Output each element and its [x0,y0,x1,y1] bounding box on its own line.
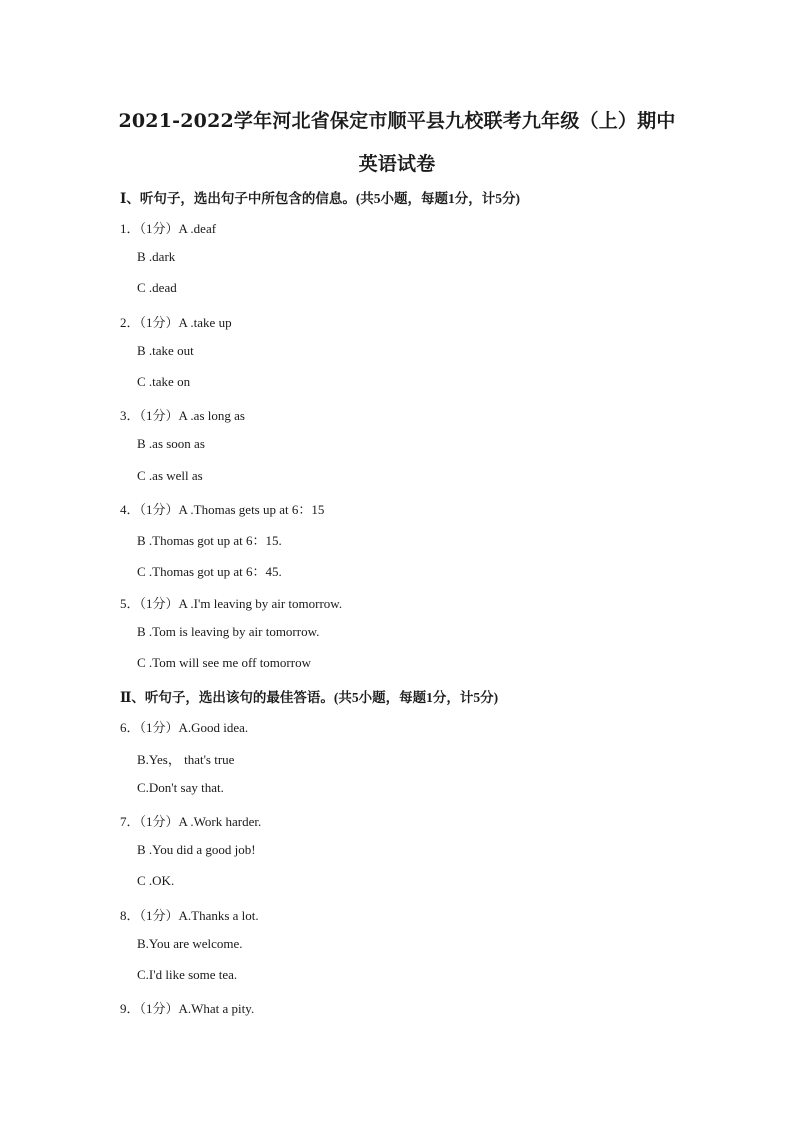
question-6-stem: 6．（1分）A.Good idea. [120,720,249,735]
question-6-option-b: B.Yes， that's true [137,752,235,767]
question-1-option-b: B .dark [137,249,176,264]
question-2-option-c: C .take on [137,374,191,389]
question-3-option-c: C .as well as [137,468,203,483]
question-2-option-b: B .take out [137,343,194,358]
question-7-stem: 7．（1分）A .Work harder. [120,814,262,829]
question-3-option-b: B .as soon as [137,436,205,451]
question-7-option-b: B .You did a good job! [137,842,256,857]
question-5-stem: 5．（1分）A .I'm leaving by air tomorrow. [120,596,343,611]
document-title-line2: 英语试卷 [358,153,436,175]
question-4-stem: 4．（1分）A .Thomas gets up at 6：15 [120,502,325,517]
question-1-option-c: C .dead [137,280,177,295]
question-9-stem: 9．（1分）A.What a pity. [120,1001,255,1016]
question-8-option-b: B.You are welcome. [137,936,243,951]
document-title-line1: 2021-2022学年河北省保定市顺平县九校联考九年级（上）期中 [118,110,676,132]
question-2-stem: 2．（1分）A .take up [120,315,232,330]
question-5-option-b: B .Tom is leaving by air tomorrow. [137,624,320,639]
question-7-option-c: C .OK. [137,873,175,888]
section-heading-2: Ⅱ、听句子，选出该句的最佳答语。(共5小题，每题1分，计5分) [120,690,499,705]
question-8-stem: 8．（1分）A.Thanks a lot. [120,908,259,923]
question-3-stem: 3．（1分）A .as long as [120,408,245,423]
question-6-option-c: C.Don't say that. [137,780,224,795]
question-4-option-b: B .Thomas got up at 6：15. [137,533,282,548]
section-heading-1: Ⅰ、听句子，选出句子中所包含的信息。(共5小题，每题1分，计5分) [120,191,521,206]
question-4-option-c: C .Thomas got up at 6：45. [137,564,282,579]
question-5-option-c: C .Tom will see me off tomorrow [137,655,311,670]
question-8-option-c: C.I'd like some tea. [137,967,238,982]
question-1-stem: 1．（1分）A .deaf [120,221,217,236]
